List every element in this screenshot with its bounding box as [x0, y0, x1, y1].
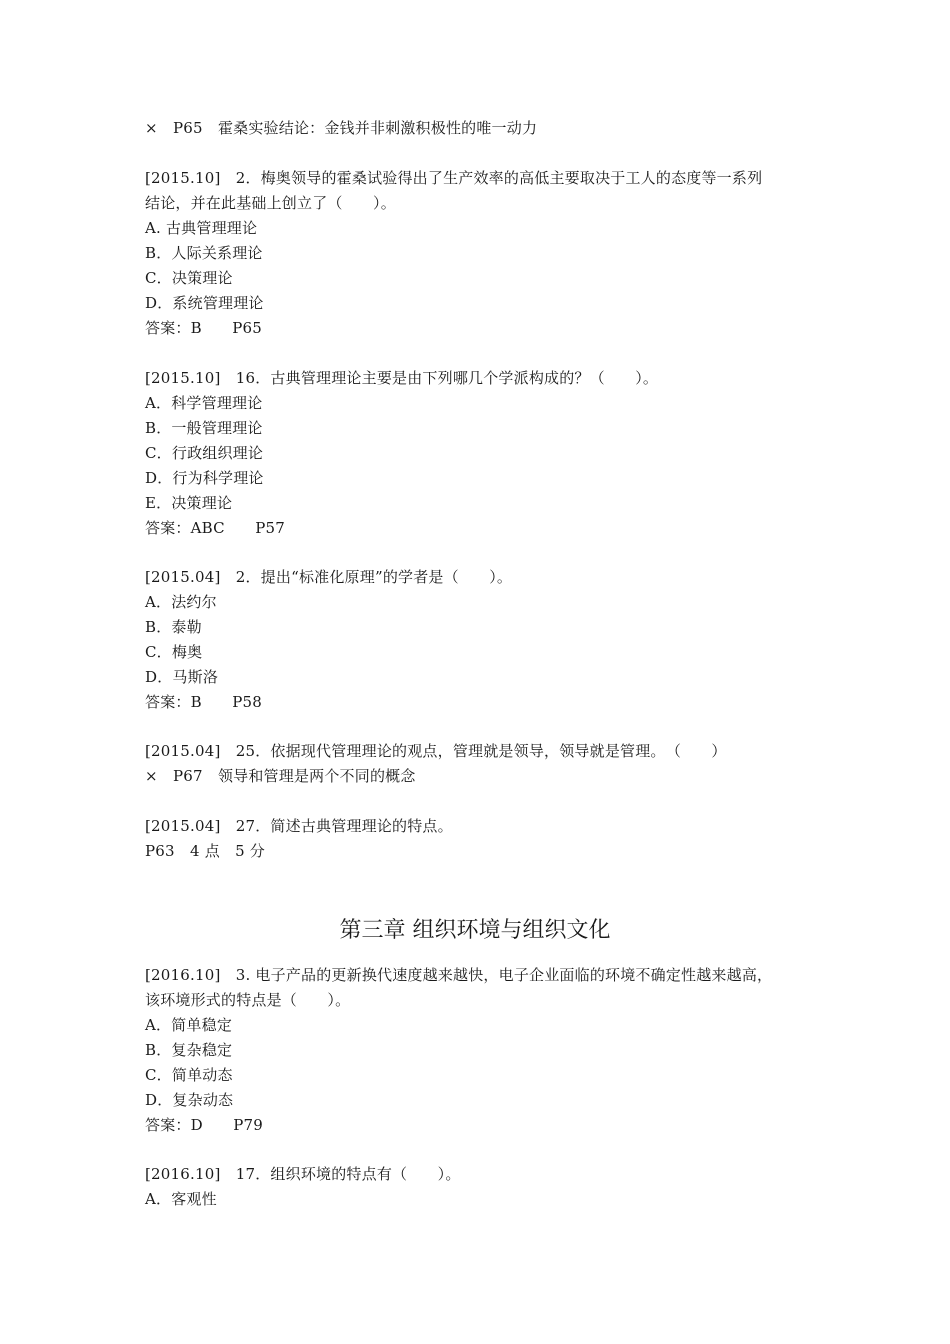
question-text: [2016.10] 3. 电子产品的更新换代速度越来越快，电子企业面临的环境不确定性越来越高，: [145, 966, 773, 984]
option-c: C．决策理论: [145, 269, 233, 287]
question-text: [2015.04] 25．依据现代管理理论的观点，管理就是领导，领导就是管理。 （ ）: [145, 742, 727, 760]
option-a: A．科学管理理论: [145, 394, 263, 412]
question-text: [2015.04] 2．提出“标准化原理”的学者是（ ）。: [145, 568, 513, 586]
answer-line: × P67 领导和管理是两个不同的概念: [145, 767, 416, 785]
chapter-title: 第三章 组织环境与组织文化: [339, 918, 611, 943]
option-c: C．行政组织理论: [145, 444, 264, 462]
text-line: × P65 霍桑实验结论：金钱并非刺激积极性的唯一动力: [145, 119, 538, 137]
option-c: C．梅奥: [145, 643, 203, 661]
question-text: [2015.10] 16．古典管理理论主要是由下列哪几个学派构成的？（ ）。: [145, 369, 659, 387]
option-a: A．客观性: [145, 1190, 217, 1208]
option-a: A．法约尔: [145, 593, 217, 611]
option-a: A. 古典管理理论: [145, 219, 258, 237]
option-b: B．人际关系理论: [145, 244, 263, 262]
answer-line: 答案：B P65: [145, 319, 263, 337]
option-d: D．系统管理理论: [145, 294, 264, 312]
option-e: E．决策理论: [145, 494, 233, 512]
question-text: 结论，并在此基础上创立了（ ）。: [145, 194, 396, 212]
option-d: D．复杂动态: [145, 1091, 234, 1109]
option-b: B．泰勒: [145, 618, 202, 636]
answer-line: 答案：D P79: [145, 1116, 264, 1134]
question-text: [2015.10] 2．梅奥领导的霍桑试验得出了生产效率的高低主要取决于工人的态度等一系列: [145, 169, 763, 187]
answer-line: P63 4 点 5 分: [145, 842, 266, 860]
question-text: 该环境形式的特点是（ ）。: [145, 991, 351, 1009]
option-d: D．行为科学理论: [145, 469, 264, 487]
option-d: D．马斯洛: [145, 668, 219, 686]
answer-line: 答案：ABC P57: [145, 519, 285, 537]
option-b: B．一般管理理论: [145, 419, 263, 437]
option-c: C．简单动态: [145, 1066, 233, 1084]
option-b: B．复杂稳定: [145, 1041, 233, 1059]
option-a: A．简单稳定: [145, 1016, 233, 1034]
question-text: [2016.10] 17．组织环境的特点有（ ）。: [145, 1165, 461, 1183]
answer-line: 答案：B P58: [145, 693, 263, 711]
question-text: [2015.04] 27．简述古典管理理论的特点。: [145, 817, 453, 835]
